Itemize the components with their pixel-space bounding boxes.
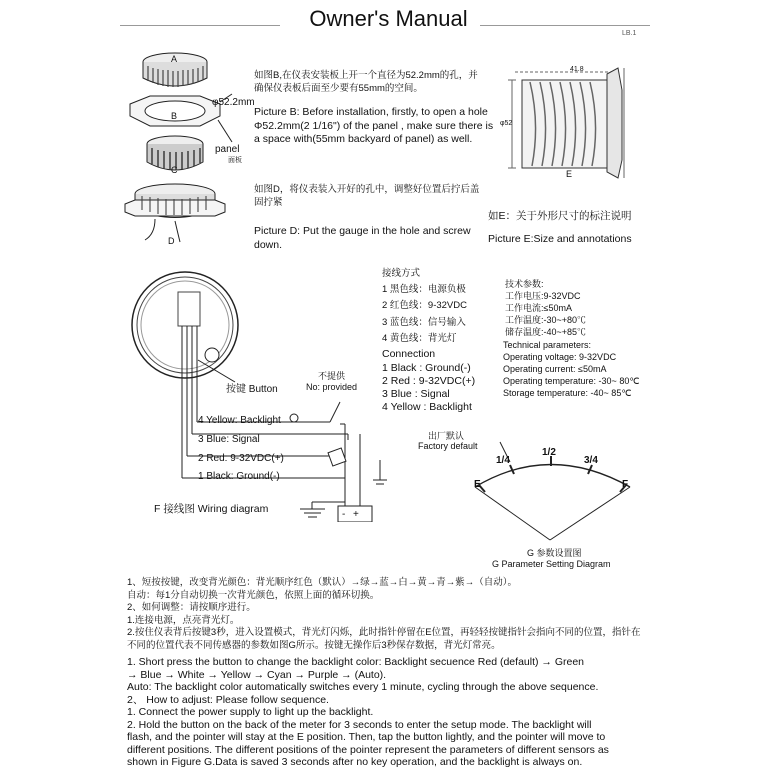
gauge-mark-e: E (474, 479, 481, 490)
wire-yellow-label: 4 Yellow: Backlight (198, 415, 281, 426)
instruction-cn-line: 2、如何调整：请按顺序进行。 (127, 602, 256, 613)
instruction-cn-line: 1、短按按键，改变背光颜色：背光顺序红色（默认）→绿→蓝→白→黄→青→紫→（自动）。 (127, 577, 518, 588)
connection-title-cn: 接线方式 (382, 268, 421, 279)
figure-e-label: E (566, 169, 573, 179)
instruction-cn-line: 自动：每1分自动切换一次背光颜色，依照上面的循环切换。 (127, 589, 380, 601)
gauge-side-dimension-drawing (500, 60, 650, 180)
instruction-cn-line: 2.按住仪表背后按键3秒，进入设置模式，背光灯闪烁，此时指针停留在E位置，再轻轻按键指针会指向不同的位置，指针在 (127, 627, 641, 638)
picture-b-en: Picture B: Before installation, firstly, to open a hole Φ52.2mm(2 1/16") of the panel , make sure there is a space with(55mm backyard of panel) as well. (254, 106, 494, 145)
wire-black-label: 1 Black: Ground(-) (198, 471, 280, 482)
gauge-mark-quarter: 1/4 (496, 455, 510, 466)
instruction-cn-line: 1.连接电源，点亮背光灯。 (127, 614, 240, 626)
picture-d-cn: 如图D，将仪表装入开好的孔中，调整好位置后拧后盖固拧紧 (254, 184, 480, 208)
picture-e-cn: 如E：关于外形尺寸的标注说明 (488, 210, 632, 222)
figure-g-caption-en: G Parameter Setting Diagram (492, 559, 611, 569)
specs-item-en-1: Operating voltage: 9-32VDC (503, 352, 617, 362)
gauge-mark-half: 1/2 (542, 447, 556, 458)
gauge-mark-f: F (622, 479, 629, 490)
connection-item-en-1: 1 Black : Ground(-) (382, 362, 471, 374)
specs-item-en-4: Storage temperature: -40~ 85℃ (503, 388, 632, 398)
hole-diameter-label: φ52.2mm (212, 97, 255, 108)
specs-item-cn-1: 工作电压:9-32VDC (505, 291, 581, 301)
battery-plus: + (353, 509, 359, 520)
specs-title-cn: 技术参数: (505, 279, 544, 289)
dimension-depth: 41.8 (570, 66, 584, 73)
panel-label: panel (215, 144, 240, 155)
instruction-en-line: shown in Figure G.Data is saved 3 seconds after no key operation, and the backlight is always on. (127, 756, 583, 768)
instructions-en (127, 656, 767, 769)
wire-red-label: 2 Red: 9-32VDC(+) (198, 453, 284, 464)
connection-item-cn-4: 4 黄色线：背光灯 (382, 333, 457, 344)
button-label: 按键 Button (226, 384, 278, 395)
battery-minus: - (342, 509, 346, 520)
factory-default-en: Factory default (418, 441, 478, 451)
instruction-en-line: Auto: The backlight color automatically switches every 1 minute, cycling through the above sequence. (127, 681, 599, 693)
picture-b-cn: 如图B,在仪表安装板上开一个直径为52.2mm的孔，并确保仪表板后面至少要有55mm的空间。 (254, 70, 478, 94)
header-rule-right (480, 25, 650, 26)
instruction-en-line: 1. Short press the button to change the backlight color: Backlight secuence Red (default) → Green (127, 656, 585, 668)
part-a-label: A (171, 54, 178, 64)
part-d-label: D (168, 236, 175, 246)
part-b-label: B (171, 111, 178, 121)
gauge-mark-three-quarter: 3/4 (584, 455, 598, 466)
wiring-diagram-caption: F 接线图 Wiring diagram (154, 503, 269, 515)
wire-blue-label: 3 Blue: Signal (198, 434, 260, 445)
instruction-en-line: different positions. The different positions of the pointer represent the parameters of different sensors as (127, 743, 609, 756)
page-corner-code: LB.1 (622, 30, 637, 37)
specs-item-en-3: Operating temperature: -30~ 80℃ (503, 376, 640, 386)
specs-item-cn-2: 工作电流:≤50mA (505, 303, 572, 313)
not-provided-cn: 不提供 (318, 371, 346, 381)
connection-item-en-2: 2 Red : 9-32VDC(+) (382, 375, 476, 387)
connection-item-cn-3: 3 蓝色线：信号输入 (382, 317, 466, 328)
instruction-en-line: 1. Connect the power supply to light up the backlight. (127, 706, 374, 718)
instruction-en-line: 2、 How to adjust: Please follow sequence. (127, 693, 329, 706)
not-provided-en: No: provided (306, 382, 358, 392)
instruction-en-line: 2. Hold the button on the back of the meter for 3 seconds to enter the setup mode. The backlight will (127, 718, 592, 731)
dimension-diameter: φ52 (500, 120, 513, 127)
instruction-en-line: flash, and the pointer will stay at the E position. Then, tap the button lightly, and the pointer will move to (127, 731, 606, 743)
picture-d-en: Picture D: Put the gauge in the hole and screw down. (254, 225, 471, 251)
instruction-cn-line: 不同的位置代表不同传感器的参数如图G所示。按键无操作后3秒保存数据，背光灯常亮。 (127, 639, 501, 651)
specs-item-cn-4: 储存温度:-40~+85℃ (505, 327, 587, 337)
connection-item-en-3: 3 Blue : Signal (382, 388, 450, 400)
specs-item-cn-3: 工作温度:-30~+80℃ (505, 315, 587, 325)
factory-default-cn: 出厂默认 (428, 431, 465, 441)
instructions-cn (127, 577, 767, 652)
connection-item-cn-1: 1 黑色线：电源负极 (382, 284, 466, 295)
picture-e-en: Picture E:Size and annotations (488, 233, 632, 245)
instruction-en-line: → Blue → White → Yellow → Cyan → Purple → (Auto). (127, 668, 387, 681)
connection-item-en-4: 4 Yellow : Backlight (382, 401, 472, 413)
connection-title-en: Connection (382, 348, 436, 360)
part-c-label: C (171, 165, 178, 175)
page-title: Owner's Manual (309, 6, 468, 31)
specs-title-en: Technical parameters: (503, 340, 592, 350)
panel-label-cn: 面板 (228, 157, 242, 164)
specs-item-en-2: Operating current: ≤50mA (503, 364, 607, 374)
figure-g-caption-cn: G 参数设置图 (527, 548, 582, 558)
connection-item-cn-2: 2 红色线：9-32VDC (382, 300, 467, 311)
